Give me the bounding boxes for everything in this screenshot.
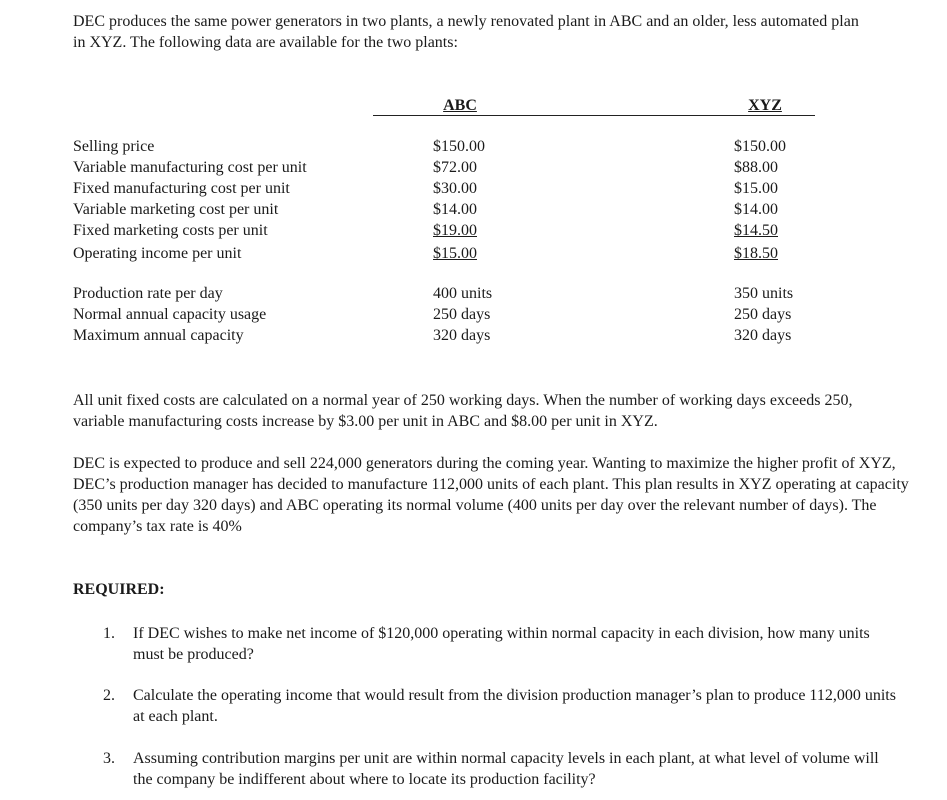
- header-rule: [373, 115, 815, 116]
- question-number: 3.: [103, 750, 115, 767]
- abc-value: 320 days: [433, 327, 491, 344]
- abc-value: $19.00: [433, 222, 477, 239]
- xyz-value: $18.50: [734, 245, 778, 262]
- xyz-value: 350 units: [734, 285, 794, 302]
- row-label: Production rate per day: [73, 285, 223, 302]
- paragraph-fixed-costs: All unit fixed costs are calculated on a normal year of 250 working days. When the number of working days exceeds 250, variable manufacturing costs increase by $3.00 per unit in ABC and $8.00 per unit in XYZ.: [73, 392, 853, 430]
- abc-value: $14.00: [433, 201, 477, 218]
- row-label: Variable marketing cost per unit: [73, 201, 279, 218]
- abc-value: 250 days: [433, 306, 491, 323]
- row-label: Fixed manufacturing cost per unit: [73, 180, 290, 197]
- question-text: If DEC wishes to make net income of $120,000 operating within normal capacity in each division, how many units must be produced?: [133, 625, 870, 663]
- xyz-value: $150.00: [734, 138, 786, 155]
- xyz-value: $14.00: [734, 201, 778, 218]
- question-text: Assuming contribution margins per unit are within normal capacity levels in each plant, at what level of volume will the company be indifferent about where to locate its production facility?: [133, 750, 879, 788]
- row-label: Fixed marketing costs per unit: [73, 222, 268, 239]
- question-text: Calculate the operating income that would result from the division production manager’s plan to produce 112,000 units at each plant.: [133, 687, 896, 725]
- row-label: Maximum annual capacity: [73, 327, 244, 344]
- required-heading: REQUIRED:: [73, 581, 165, 598]
- xyz-value: 250 days: [734, 306, 792, 323]
- question-number: 2.: [103, 687, 115, 704]
- question-number: 1.: [103, 625, 115, 642]
- abc-value: $15.00: [433, 245, 477, 262]
- row-label: Operating income per unit: [73, 245, 242, 262]
- row-label: Variable manufacturing cost per unit: [73, 159, 307, 176]
- xyz-value: 320 days: [734, 327, 792, 344]
- abc-value: $30.00: [433, 180, 477, 197]
- column-header-xyz: XYZ: [748, 97, 782, 114]
- row-label: Normal annual capacity usage: [73, 306, 267, 323]
- abc-value: 400 units: [433, 285, 493, 302]
- xyz-value: $15.00: [734, 180, 778, 197]
- abc-value: $150.00: [433, 138, 485, 155]
- abc-value: $72.00: [433, 159, 477, 176]
- xyz-value: $14.50: [734, 222, 778, 239]
- column-header-abc: ABC: [443, 97, 477, 114]
- xyz-value: $88.00: [734, 159, 778, 176]
- row-label: Selling price: [73, 138, 155, 155]
- paragraph-production-plan: DEC is expected to produce and sell 224,000 generators during the coming year. Wanting to maximize the higher profit of XYZ, DEC’s production manager has decided to manufacture 112,000 units of each plant. This plan results in XYZ operating at capacity (350 units per day 320 days) and ABC operating its normal volume (400 units per day over the relevant number of days). The company’s tax rate is 40%: [73, 455, 909, 535]
- intro-paragraph: DEC produces the same power generators in two plants, a newly renovated plant in ABC and an older, less automated plan in XYZ. The following data are available for the two plants:: [73, 13, 859, 51]
